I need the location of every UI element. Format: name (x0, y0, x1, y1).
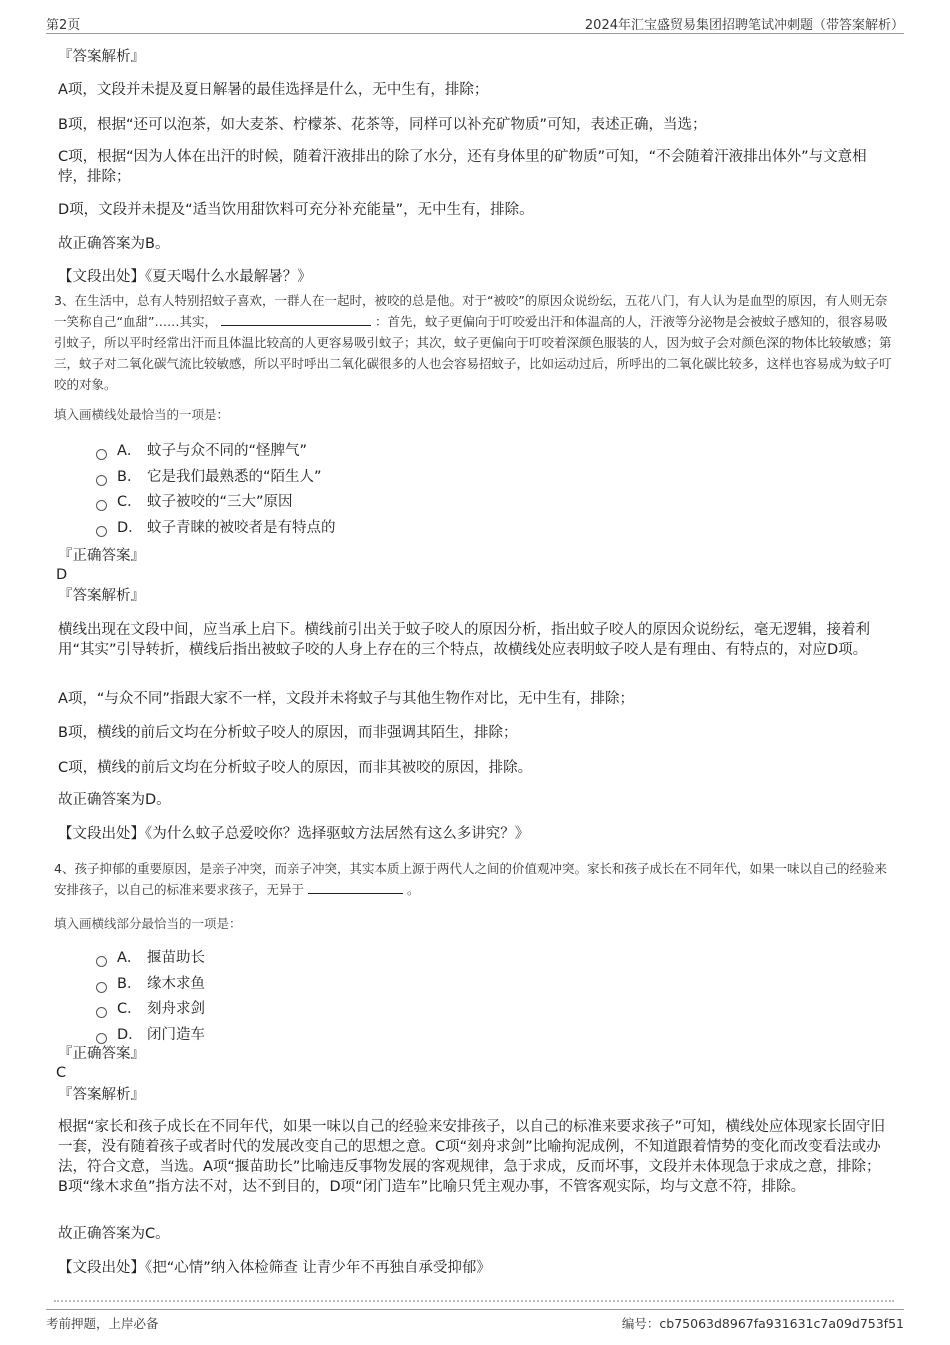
q3-stem-before: 3、在生活中，总有人特别招蚊子喜欢，一群人在一起时，被咬的总是他。对于“被咬”的原因众说纷纭，五花八门，有人认为是血型的原因，有人则无奈一笑称自己“血甜”……其实， (54, 293, 888, 329)
q2-analysis-a: A项，文段并未提及夏日解暑的最佳选择是什么，无中生有，排除； (58, 82, 489, 98)
radio-icon[interactable] (96, 1033, 107, 1044)
q4-analysis-label: 『答案解析』 (58, 1087, 145, 1103)
q2-analysis-b: B项，根据“还可以泡茶，如大麦茶、柠檬茶、花茶等，同样可以补充矿物质”可知，表述正确，当选； (58, 117, 707, 133)
q3-option-d[interactable]: D． 蚊子青睐的被咬者是有特点的 (96, 518, 336, 538)
q3-analysis-c: C项，横线的前后文均在分析蚊子咬人的原因，而非其被咬的原因，排除。 (58, 760, 533, 776)
q4-option-a[interactable]: A． 揠苗助长 (96, 948, 205, 968)
q3-source: 【文段出处】《为什么蚊子总爱咬你？选择驱蚊方法居然有这么多讲究？》 (58, 826, 530, 842)
q4-correct-answer: C (56, 1065, 67, 1081)
q2-analysis-d: D项，文段并未提及“适当饮用甜饮料可充分补充能量”，无中生有，排除。 (58, 202, 534, 218)
radio-icon[interactable] (96, 1007, 107, 1018)
q3-option-b[interactable]: B． 它是我们最熟悉的“陌生人” (96, 467, 322, 487)
radio-icon[interactable] (96, 956, 107, 967)
page-number: 第2页 (46, 18, 81, 33)
q4-option-d[interactable]: D． 闭门造车 (96, 1025, 205, 1045)
q3-analysis: 横线出现在文段中间，应当承上启下。横线前引出关于蚊子咬人的原因分析，指出蚊子咬人的原因众说纷纭，毫无逻辑，接着利用“其实”引导转折，横线后指出被蚊子咬的人身上存在的三个特点，故横线处应表明蚊子咬人是有理由、有特点的，对应D项。 (58, 622, 870, 658)
radio-icon[interactable] (96, 982, 107, 993)
q3-stem (54, 290, 894, 395)
q3-analysis-label: 『答案解析』 (58, 588, 145, 604)
q3-option-a[interactable]: A． 蚊子与众不同的“怪脾气” (96, 441, 307, 461)
radio-icon[interactable] (96, 500, 107, 511)
footer-divider (46, 1309, 904, 1310)
footer-slogan: 考前押题，上岸必备 (46, 1316, 159, 1331)
document-title: 2024年汇宝盛贸易集团招聘笔试冲刺题（带答案解析） (584, 18, 904, 33)
q3-correct-answer: D (56, 567, 68, 583)
q2-analysis-c: C项，根据“因为人体在出汗的时候，随着汗液排出的除了水分，还有身体里的矿物质”可知，“不会随着汗液排出体外”与文意相悖，排除； (58, 149, 867, 185)
q4-source: 【文段出处】《把“心情”纳入体检筛查 让青少年不再独自承受抑郁》 (58, 1260, 491, 1276)
q4-option-c[interactable]: C． 刻舟求剑 (96, 999, 205, 1019)
q4-stem (54, 858, 894, 900)
q3-prompt: 填入画横线处最恰当的一项是： (54, 407, 230, 422)
q4-correct-label: 『正确答案』 (58, 1046, 145, 1062)
q4-stem-after: 。 (407, 882, 420, 897)
header-divider (46, 33, 904, 34)
page-footer (46, 1314, 904, 1334)
q4-stem-before: 4、孩子抑郁的重要原因，是亲子冲突，而亲子冲突，其实本质上源于两代人之间的价值观冲突。家长和孩子成长在不同年代，如果一味以自己的经验来安排孩子，以自己的标准来要求孩子，无异于 (54, 861, 887, 897)
q3-conclusion: 故正确答案为D。 (58, 792, 171, 808)
q3-option-c[interactable]: C． 蚊子被咬的“三大”原因 (96, 492, 293, 512)
q4-option-b[interactable]: B． 缘木求鱼 (96, 974, 205, 994)
q3-analysis-b: B项，横线的前后文均在分析蚊子咬人的原因，而非强调其陌生，排除； (58, 725, 518, 741)
q2-analysis-label: 『答案解析』 (58, 49, 145, 65)
q3-answer-blank (221, 313, 371, 326)
q2-conclusion: 故正确答案为B。 (58, 236, 170, 252)
q4-prompt: 填入画横线部分最恰当的一项是： (54, 916, 242, 931)
q3-correct-label: 『正确答案』 (58, 548, 145, 564)
q3-stem-after: ：首先，蚊子更偏向于叮咬爱出汗和体温高的人，汗液等分泌物是会被蚊子感知的，很容易吸引蚊子，所以平时经常出汗而且体温比较高的人更容易吸引蚊子；其次，蚊子更偏向于叮咬着深颜色服装的人，因为蚊子会对颜色深的物体比较敏感；第三，蚊子对二氧化碳气流比较敏感，所以平时呼出二氧化碳很多的人也会容易招蚊子，比如运动过后，所呼出的二氧化碳比较多，这样也容易成为蚊子叮咬的对象。 (54, 314, 892, 392)
q4-answer-blank (308, 881, 403, 894)
radio-icon[interactable] (96, 475, 107, 486)
radio-icon[interactable] (96, 526, 107, 537)
document-id: 编号：cb75063d8967fa931631c7a09d753f51 (621, 1316, 904, 1331)
q3-analysis-a: A项，“与众不同”指跟大家不一样，文段并未将蚊子与其他生物作对比，无中生有，排除； (58, 691, 634, 707)
radio-icon[interactable] (96, 449, 107, 460)
q2-source: 【文段出处】《夏天喝什么水最解暑？》 (58, 269, 312, 285)
next-question-cutoff (54, 1297, 894, 1305)
q4-analysis: 根据“家长和孩子成长在不同年代，如果一味以自己的经验来安排孩子，以自己的标准来要求孩子”可知，横线处应体现家长固守旧一套，没有随着孩子或者时代的发展改变自己的思想之意。C项“刻舟求剑”比喻拘泥成例，不知道跟着情势的变化而改变看法或办法，符合文意，当选。A项“揠苗助长”比喻违反事物发展的客观规律，急于求成，反而坏事，文段并未体现急于求成之意，排除；B项“缘木求鱼”指方法不对，达不到目的，D项“闭门造车”比喻只凭主观办事，不管客观实际，均与文意不符，排除。 (58, 1119, 886, 1195)
q4-conclusion: 故正确答案为C。 (58, 1226, 170, 1242)
